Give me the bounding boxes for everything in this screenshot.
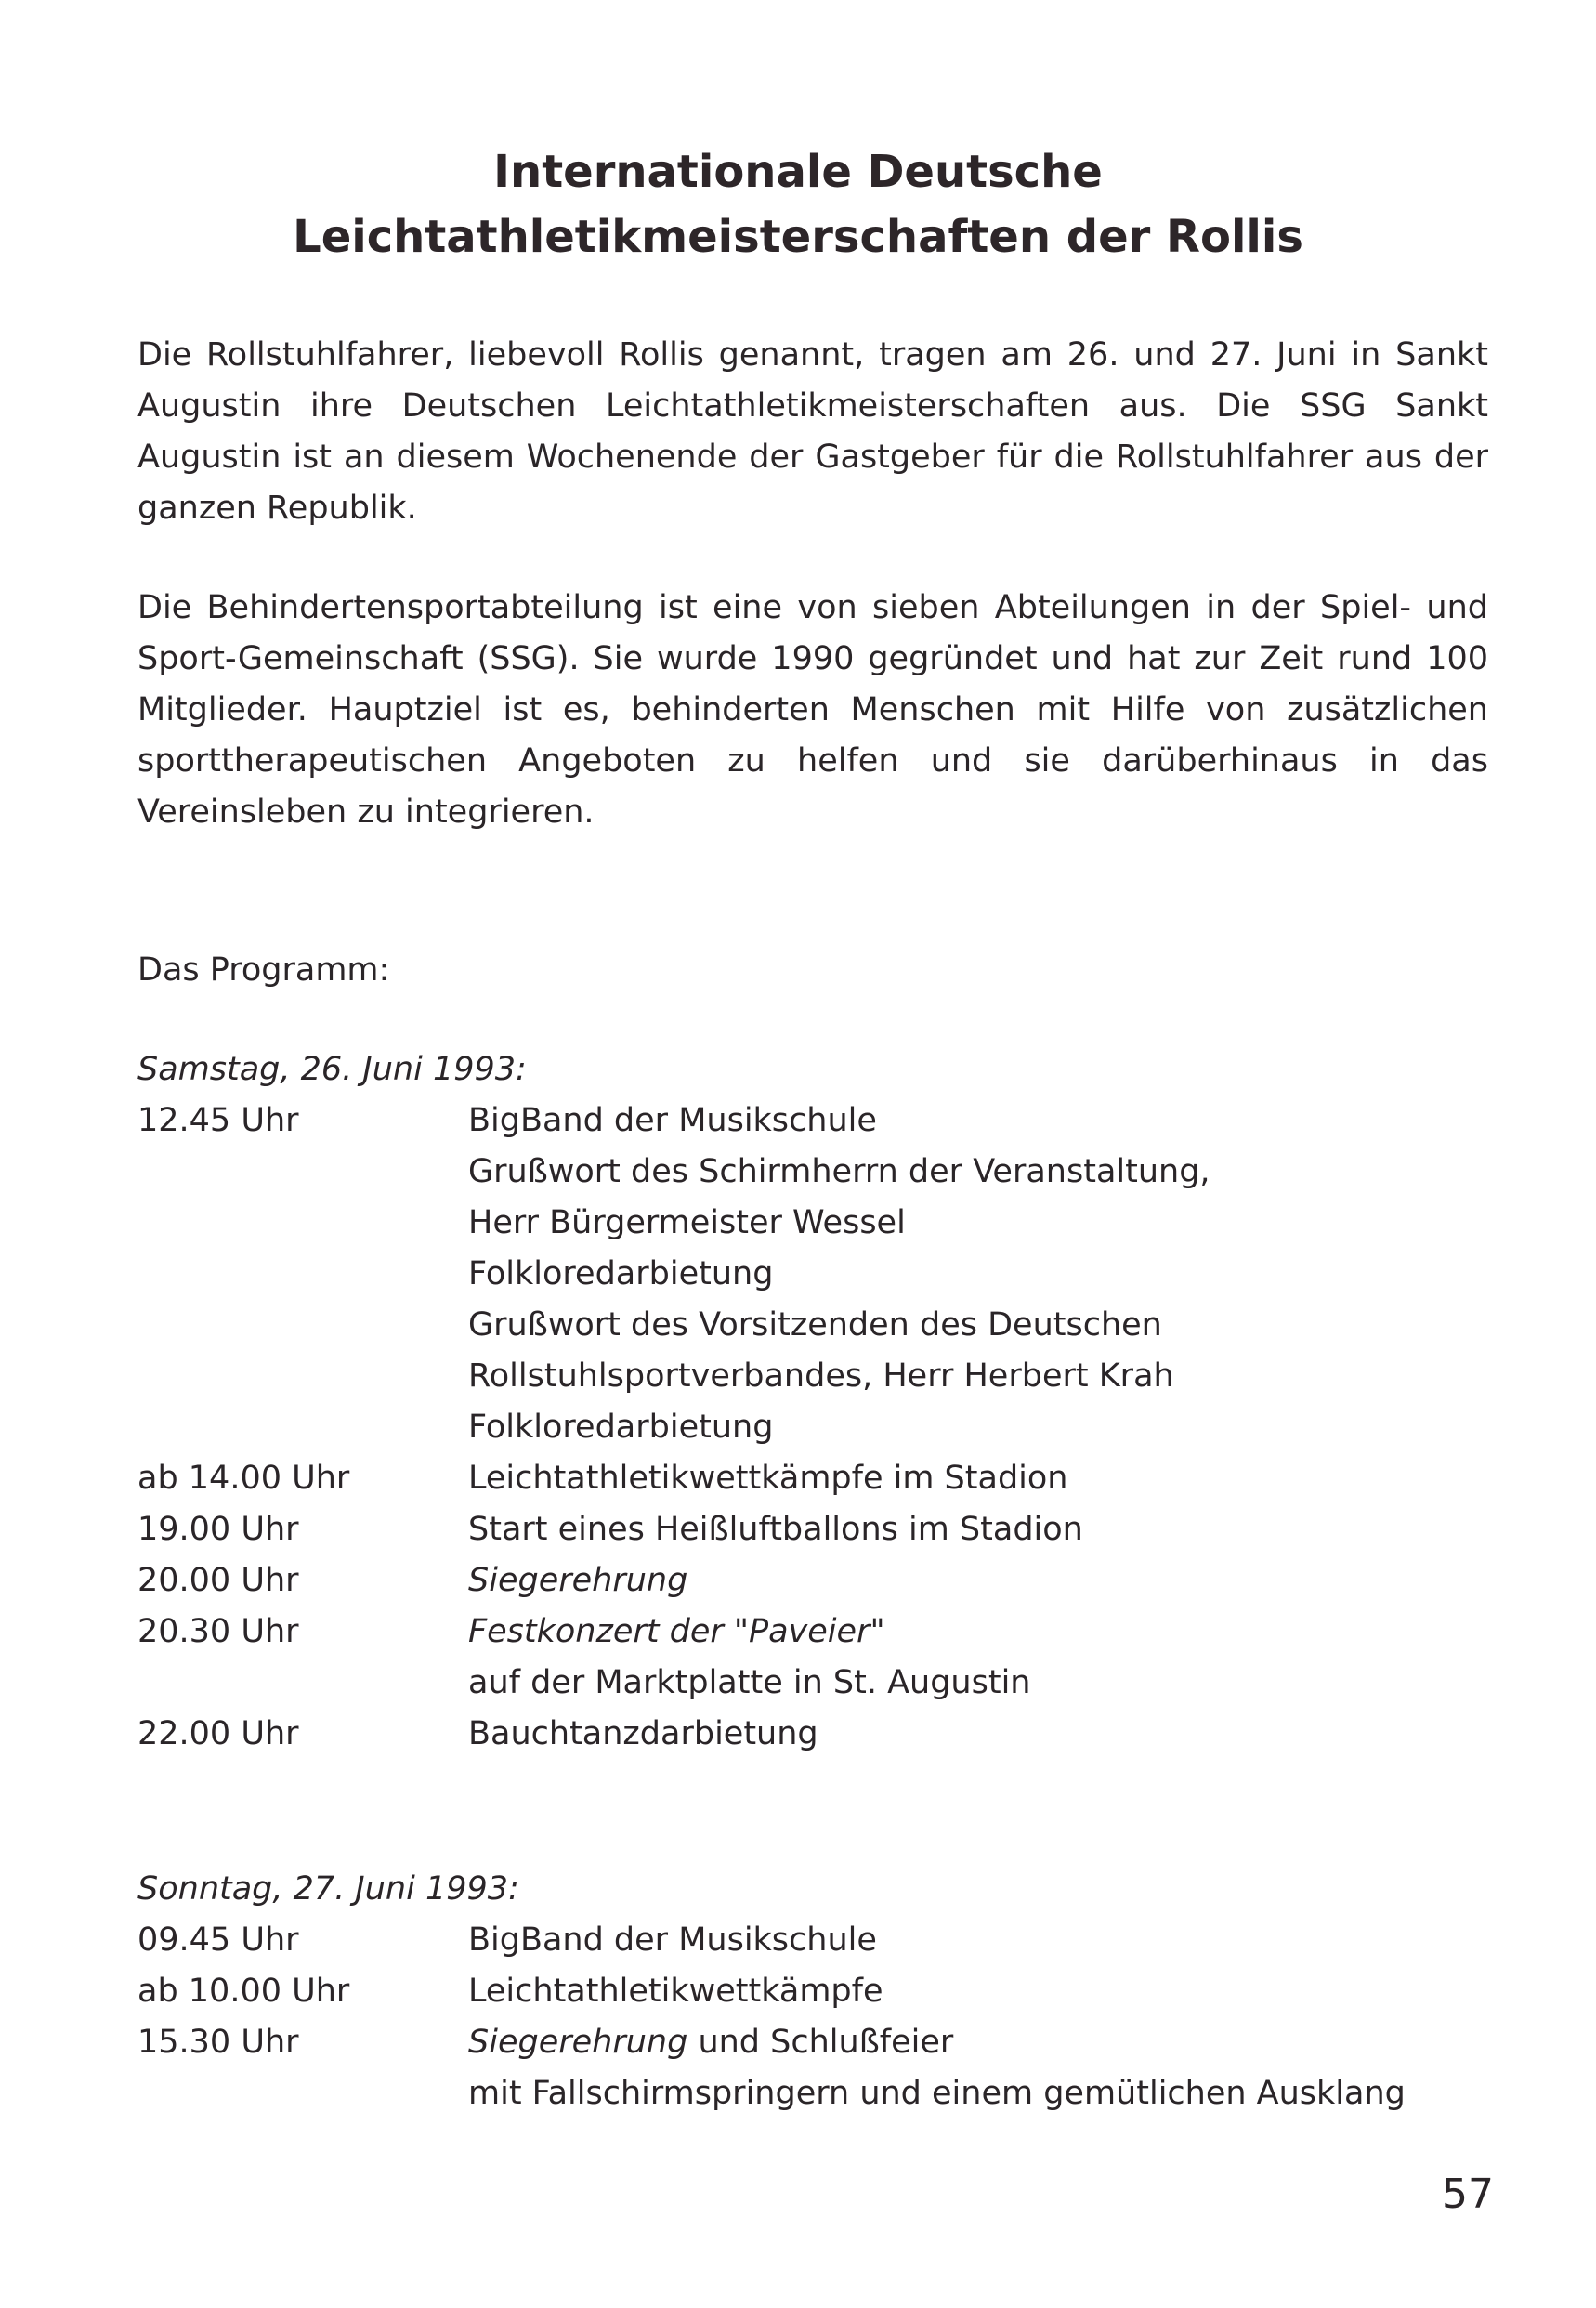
schedule-event: mit Fallschirmspringern und einem gemütlichen Ausklang [468,2075,1406,2112]
schedule-time [137,1198,468,1249]
schedule-event: Festkonzert der "Paveier" [468,1613,885,1650]
intro-paragraph: Die Rollstuhlfahrer, liebevoll Rollis genannt, tragen am 26. und 27. Juni in Sankt Augustin ihre Deutschen Leichtathletikmeisterschaften aus. Die SSG Sankt Augustin ist an diesem Wochenende der Gastgeber für die Rollstuhlfahrer aus der ganzen Republik. [137,336,1488,527]
schedule-row [137,1402,1488,1453]
schedule-event: Herr Bürgermeister Wessel [468,1204,906,1241]
schedule-time: 09.45 Uhr [137,1921,299,1959]
schedule-row [137,2017,1488,2068]
schedule-row [137,1351,1488,1402]
page-title [137,139,1459,269]
schedule-row [137,1966,1488,2017]
schedule-event: Start eines Heißluftballons im Stadion [468,1511,1083,1548]
schedule-time [137,1300,468,1351]
schedule-time [137,1147,468,1198]
department-paragraph: Die Behindertensportabteilung ist eine von sieben Abteilungen in der Spiel- und Sport-Gemeinschaft (SSG). Sie wurde 1990 gegründet und hat zur Zeit rund 100 Mitglieder. Hauptziel ist es, behinderten Menschen mit Hilfe von zusätzlichen sporttherapeutischen Angeboten zu helfen und sie darüberhinaus in das Vereinsleben zu integrieren. [137,589,1488,831]
schedule-event: Siegerehrung [468,1562,688,1599]
schedule-row [137,1147,1488,1198]
schedule-row [137,1709,1488,1760]
schedule-row [137,1300,1488,1351]
schedule-time: 15.30 Uhr [137,2024,299,2061]
schedule-event: Folkloredarbietung [468,1255,774,1292]
schedule-time [137,2068,468,2119]
title-line-1: Internationale Deutsche [493,146,1103,198]
schedule-time: 22.00 Uhr [137,1715,299,1752]
schedule-row [137,1249,1488,1300]
schedule-row [137,1198,1488,1249]
schedule-event: Bauchtanzdarbietung [468,1715,818,1752]
schedule-sunday [137,1915,1488,2119]
page-number: 57 [1442,2170,1494,2218]
schedule-time: ab 10.00 Uhr [137,1973,350,2010]
day-heading-saturday: Samstag, 26. Juni 1993: [137,1051,527,1088]
schedule-row [137,2068,1488,2119]
schedule-time: 12.45 Uhr [137,1102,299,1139]
schedule-time [137,1658,468,1709]
schedule-row [137,1915,1488,1966]
schedule-saturday [137,1095,1488,1760]
schedule-event: auf der Marktplatte in St. Augustin [468,1664,1031,1701]
schedule-row [137,1606,1488,1658]
schedule-event: BigBand der Musikschule [468,1921,877,1959]
schedule-row [137,1504,1488,1555]
schedule-time [137,1351,468,1402]
schedule-event: Folkloredarbietung [468,1409,774,1446]
title-line-2: Leichtathletikmeisterschaften der Rollis [293,211,1303,263]
schedule-event-emphasis: Siegerehrung [468,2024,688,2061]
schedule-time: 20.30 Uhr [137,1613,299,1650]
schedule-event: Grußwort des Vorsitzenden des Deutschen [468,1306,1162,1344]
program-label: Das Programm: [137,951,390,989]
schedule-event: Grußwort des Schirmherrn der Veranstaltung, [468,1153,1210,1190]
schedule-event [468,2017,1488,2068]
schedule-row [137,1555,1488,1606]
schedule-event: Rollstuhlsportverbandes, Herr Herbert Krah [468,1357,1174,1395]
schedule-row [137,1095,1488,1147]
schedule-event: BigBand der Musikschule [468,1102,877,1139]
schedule-row [137,1453,1488,1504]
schedule-time: 19.00 Uhr [137,1511,299,1548]
schedule-time [137,1249,468,1300]
schedule-time: 20.00 Uhr [137,1562,299,1599]
schedule-time [137,1402,468,1453]
schedule-row [137,1658,1488,1709]
day-heading-sunday: Sonntag, 27. Juni 1993: [137,1870,519,1908]
schedule-time: ab 14.00 Uhr [137,1460,350,1497]
schedule-event-continuation: und Schlußfeier [687,2024,954,2061]
schedule-event: Leichtathletikwettkämpfe im Stadion [468,1460,1068,1497]
schedule-event: Leichtathletikwettkämpfe [468,1973,883,2010]
